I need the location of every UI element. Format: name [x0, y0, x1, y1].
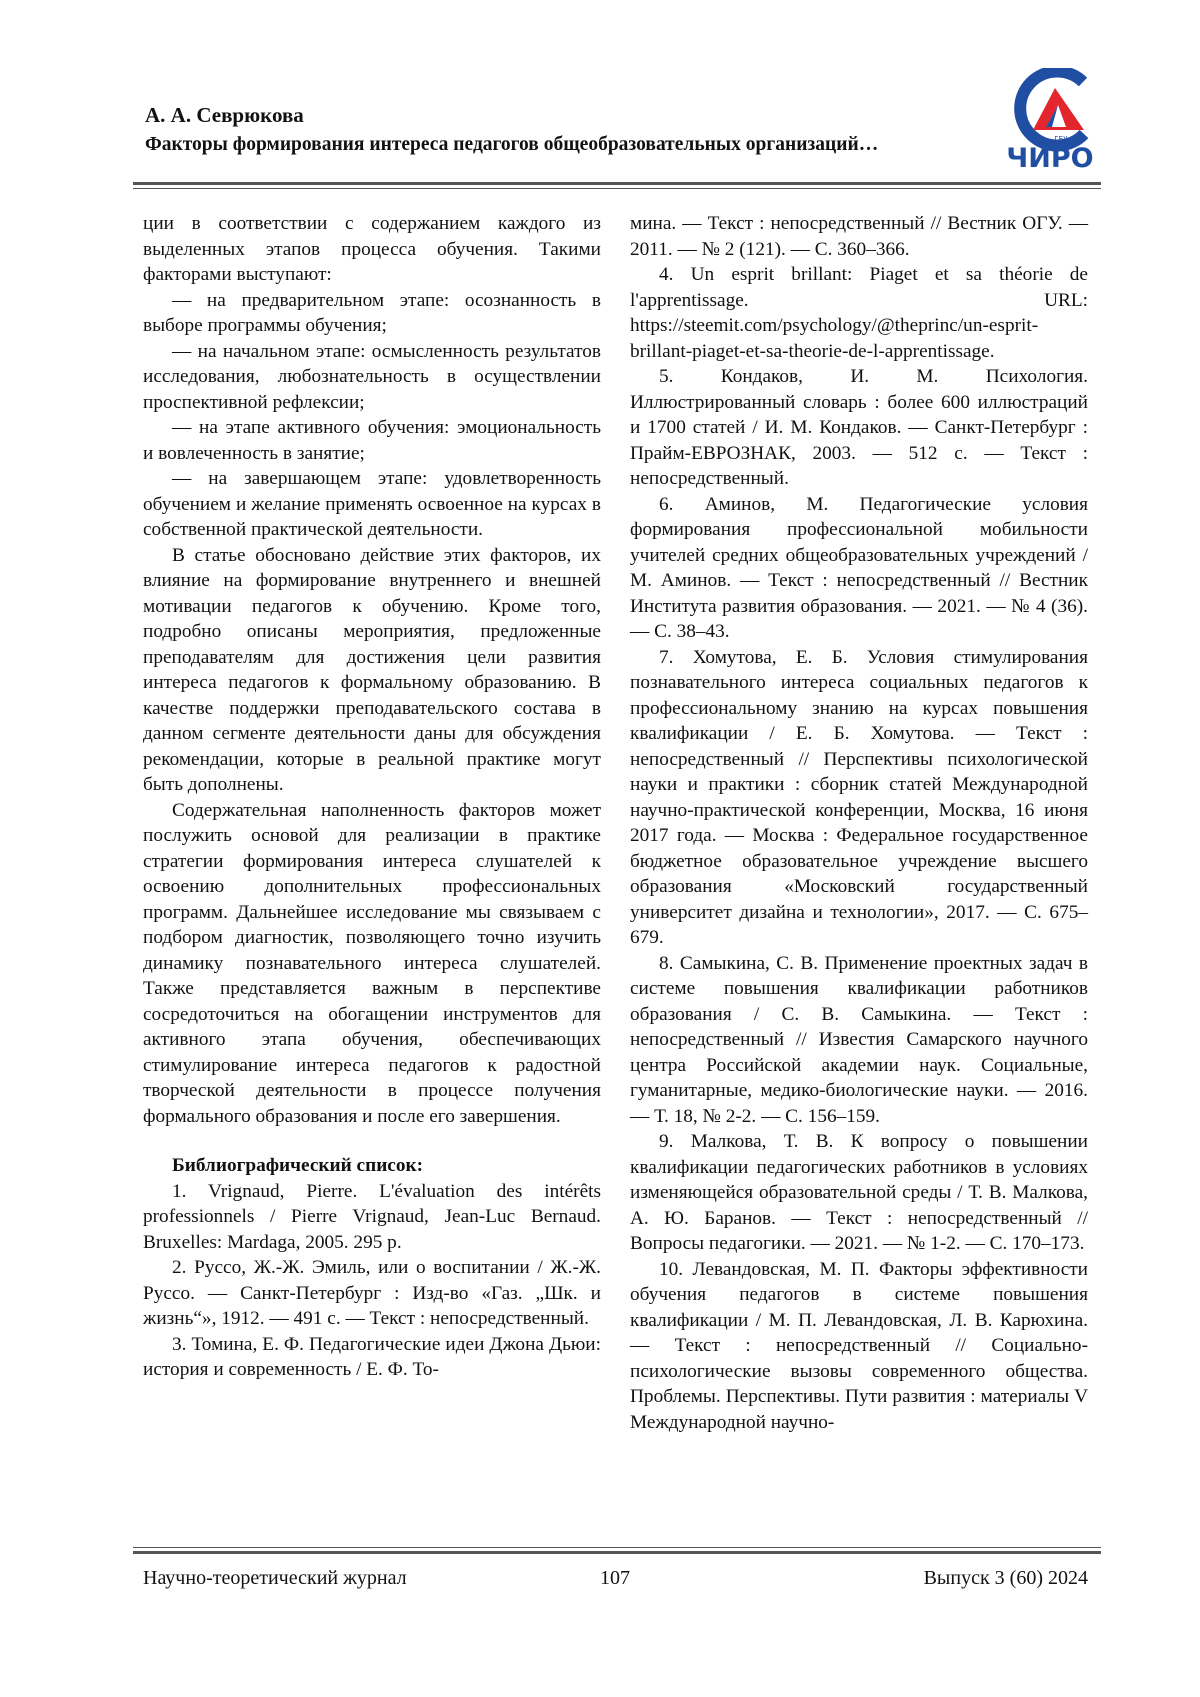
- paragraph: Содержательная наполненность факторов может послужить основой для реализации в практике стратегии формирования интереса слушателей к освоению дополнительных профессиональных программ. Дальнейшее исследование мы связываем с подбором диагностик, позволяющего точно изучить динамику познавательного интереса слушателей. Также представляется важным в перспективе сосредоточиться на обогащении инструментов для активного этапа обучения, обеспечивающих стимулирование интереса педагогов к радостной творческой деятельности в процессе получения формального образования и после его завершения.: [143, 799, 601, 1127]
- bibliography-entry: 2. Руссо, Ж.-Ж. Эмиль, или о воспитании / Ж.-Ж. Руссо. — Санкт-Петербург : Изд-во «Газ. „Шк. и жизнь“», 1912. — 491 с. — Текст : непосредственный.: [143, 1257, 601, 1329]
- bibliography-entry: 7. Хомутова, Е. Б. Условия стимулирования познавательного интереса социальных педагогов к профессиональному знанию на курсах повышения квалификации / Е. Б. Хомутова. — Текст : непосредственный // Перспективы психологической науки и практики : сборник статей Международной научно-практической конференции, Москва, 16 июня 2017 года. — Москва : Федеральное государственное бюджетное образовательное учреждение высшего образования «Московский государственный университет дизайна и технологии», 2017. — С. 675–679.: [630, 646, 1088, 948]
- chiro-logo: [1000, 68, 1100, 174]
- header-rule-thick: [133, 182, 1101, 185]
- logo-small-text: ГБУ ДПО: [1054, 135, 1086, 143]
- factor-item: — на начальном этапе: осмысленность результатов исследования, любознательность в осуществлении проспективной рефлексии;: [143, 340, 601, 413]
- bibliography-entry: 1. Vrignaud, Pierre. L'évaluation des intérêts professionnels / Pierre Vrignaud, Jean-Luc Bernaud. Bruxelles: Mardaga, 2005. 295 p.: [143, 1180, 601, 1253]
- bibliography-entry: 10. Левандовская, М. П. Факторы эффективности обучения педагогов в системе повышения квалификации / М. П. Левандовская, Л. В. Карюхина. — Текст : непосредственный // Социально-психологические вызовы современного общества. Проблемы. Перспективы. Пути развития : материалы V Международной научно-: [630, 1258, 1088, 1433]
- bibliography-entry: 6. Аминов, М. Педагогические условия формирования профессиональной мобильности учителей средних общеобразовательных учреждений / М. Аминов. — Текст : непосредственный // Вестник Института развития образования. — 2021. — № 4 (36). — С. 38–43.: [630, 493, 1088, 642]
- chiro-logo-icon: [1000, 68, 1100, 174]
- footer-journal: Научно-теоретический журнал: [143, 1567, 407, 1589]
- left-column: [143, 211, 601, 1383]
- header-author: А. А. Севрюкова: [145, 103, 304, 127]
- logo-wordmark: ЧИРО: [1006, 143, 1094, 174]
- factor-item: — на этапе активного обучения: эмоциональность и вовлеченность в занятие;: [143, 417, 601, 464]
- footer-rule-thin: [133, 1547, 1101, 1548]
- paragraph: ции в соответствии с содержанием каждого из выделенных этапов процесса обучения. Такими факторами выступают:: [143, 213, 601, 285]
- paragraph: В статье обосновано действие этих факторов, их влияние на формирование внутреннего и внешней мотивации педагогов к обучению. Кроме того, подробно описаны мероприятия, предложенные преподавателям для достижения цели развития интереса педагогов к формальному образованию. В качестве поддержки преподавательского состава в данном сегменте деятельности даны для обсуждения рекомендации, которые в реальной практике могут быть дополнены.: [143, 544, 601, 795]
- factor-item: — на предварительном этапе: осознанность в выборе программы обучения;: [143, 289, 601, 336]
- bibliography-entry: 8. Самыкина, С. В. Применение проектных задач в системе повышения квалификации работников образования / С. В. Самыкина. — Текст : непосредственный // Известия Самарского научного центра Российской академии наук. Социальные, гуманитарные, медико-биологические науки. — 2016. — Т. 18, № 2-2. — С. 156–159.: [630, 952, 1088, 1127]
- header-article-title: Факторы формирования интереса педагогов общеобразовательных организаций…: [145, 134, 879, 155]
- bibliography-heading: Библиографический список:: [172, 1155, 424, 1176]
- page-number: 107: [600, 1567, 630, 1589]
- bibliography-entry-continuation: мина. — Текст : непосредственный // Вестник ОГУ. — 2011. — № 2 (121). — С. 360–366.: [630, 213, 1088, 260]
- right-column: [630, 211, 1088, 1435]
- bibliography-entry: 5. Кондаков, И. М. Психология. Иллюстрированный словарь : более 600 иллюстраций и 1700 статей / И. М. Кондаков. — Санкт-Петербург : Прайм-ЕВРОЗНАК, 2003. — 512 с. — Текст : непосредственный.: [630, 366, 1088, 489]
- bibliography-entry: 9. Малкова, Т. В. К вопросу о повышении квалификации педагогических работников в условиях изменяющейся образовательной среды / Т. В. Малкова, А. Ю. Баранов. — Текст : непосредственный // Вопросы педагогики. — 2021. — № 1-2. — С. 170–173.: [630, 1131, 1088, 1254]
- bibliography-entry: 4. Un esprit brillant: Piaget et sa théorie de l'apprentissage. URL: https://steemit.com/psychology/@theprinc/un-esprit-brillant-piaget-et-sa-theorie-de-l-apprentissage.: [630, 264, 1088, 362]
- footer-issue: Выпуск 3 (60) 2024: [923, 1567, 1088, 1589]
- header-rule-thin: [133, 188, 1101, 189]
- factor-item: — на завершающем этапе: удовлетворенность обучением и желание применять освоенное на курсах в собственной практической деятельности.: [143, 468, 601, 540]
- footer-rule-thick: [133, 1551, 1101, 1554]
- bibliography-entry: 3. Томина, Е. Ф. Педагогические идеи Джона Дьюи: история и современность / Е. Ф. То-: [143, 1333, 601, 1380]
